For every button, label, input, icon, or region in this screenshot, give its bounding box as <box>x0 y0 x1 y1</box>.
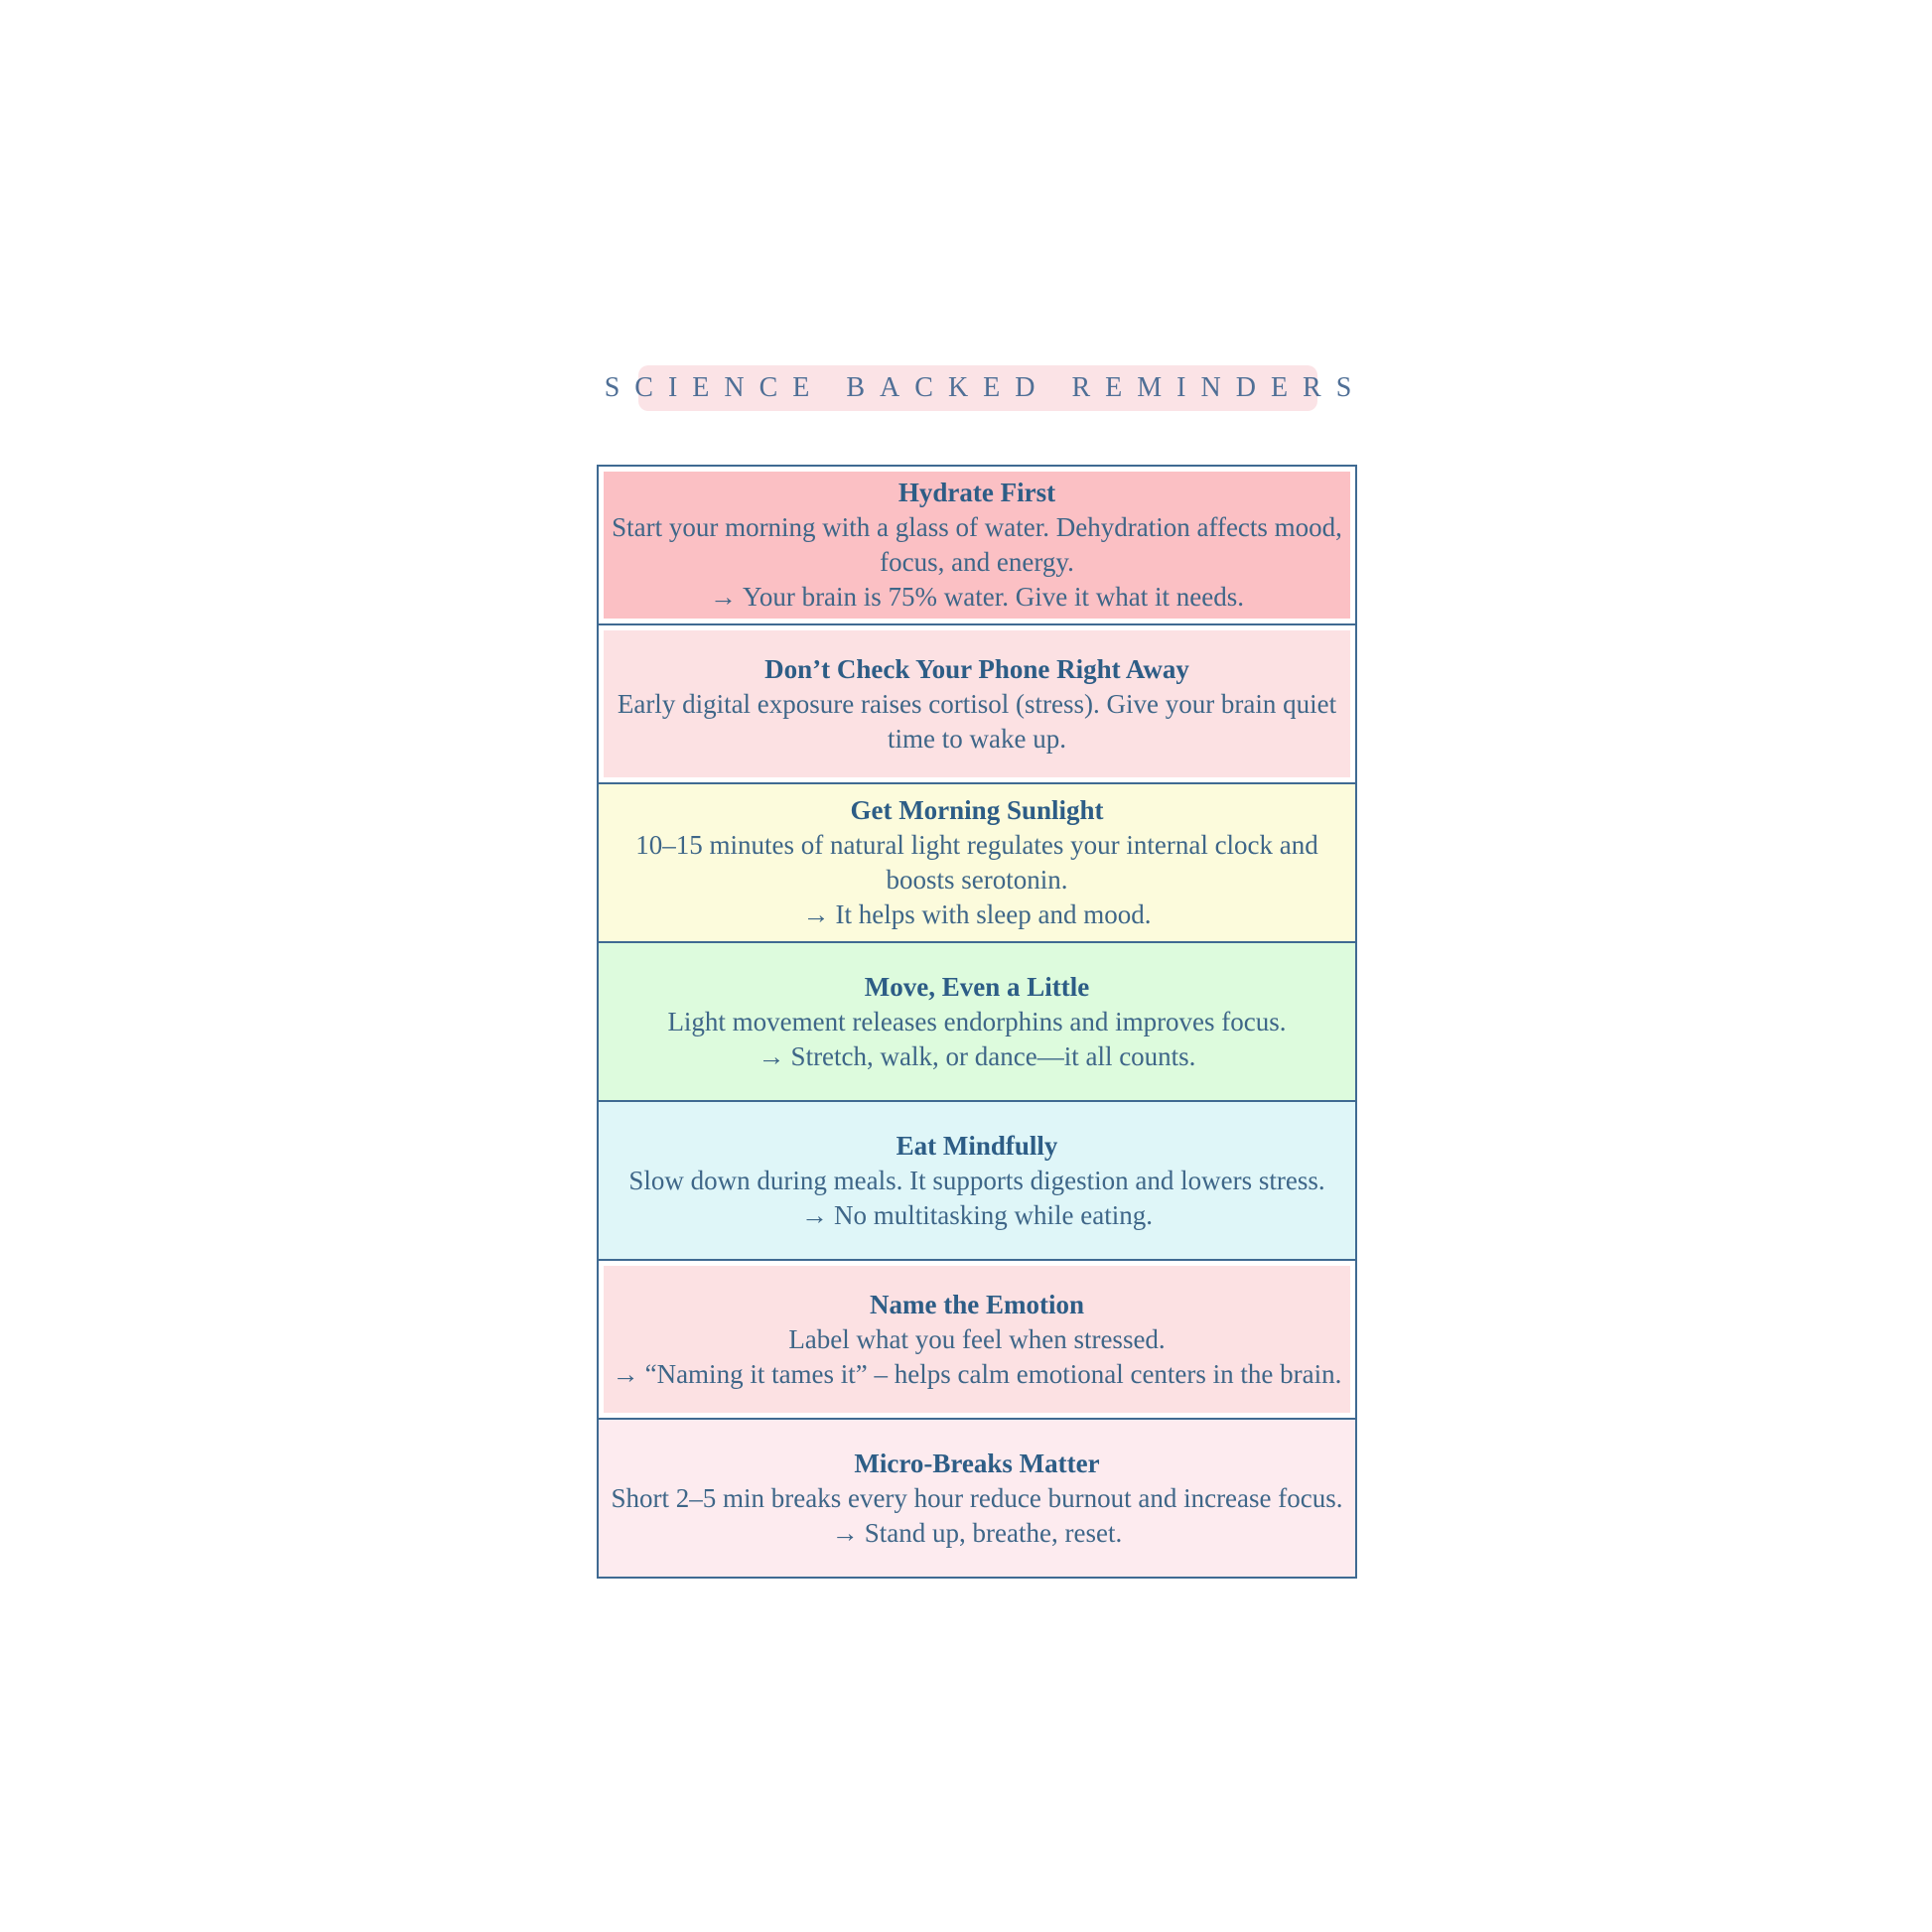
arrow-right-icon: → <box>802 899 830 929</box>
reminder-body: Short 2–5 min breaks every hour reduce burnout and increase focus. <box>611 1482 1343 1513</box>
reminder-body: Light movement releases endorphins and improves focus. <box>667 1006 1287 1036</box>
reminder-card <box>599 941 1355 1100</box>
reminder-tip-text: It helps with sleep and mood. <box>835 899 1152 929</box>
reminder-tip <box>801 1198 1153 1233</box>
reminder-tip-text: No multitasking while eating. <box>834 1199 1153 1230</box>
reminder-list <box>597 465 1357 1579</box>
reminder-body: Early digital exposure raises cortisol (stress). Give your brain quiet time to wake up. <box>617 688 1337 754</box>
title-banner <box>604 365 1367 411</box>
reminder-tip <box>710 580 1244 615</box>
reminder-tip <box>613 1357 1342 1392</box>
reminder-card <box>599 467 1355 623</box>
arrow-right-icon: → <box>801 1199 829 1230</box>
reminder-title: Move, Even a Little <box>864 971 1090 1002</box>
reminder-tip <box>803 897 1152 932</box>
reminder-title: Eat Mindfully <box>896 1130 1058 1161</box>
reminder-card <box>599 1259 1355 1418</box>
reminder-tip-text: Stand up, breathe, reset. <box>864 1517 1123 1548</box>
arrow-right-icon: → <box>758 1040 785 1071</box>
reminder-tip-text: “Naming it tames it” – helps calm emotional centers in the brain. <box>644 1358 1342 1389</box>
reminder-title: Name the Emotion <box>870 1289 1084 1319</box>
reminder-body: 10–15 minutes of natural light regulates your internal clock and boosts serotonin. <box>635 830 1318 895</box>
arrow-right-icon: → <box>710 582 738 612</box>
reminder-tip-text: Stretch, walk, or dance—it all counts. <box>790 1040 1196 1071</box>
reminder-body: Start your morning with a glass of water. Dehydration affects mood, focus, and energy. <box>612 512 1342 577</box>
reminder-card <box>599 782 1355 941</box>
reminder-title: Micro-Breaks Matter <box>854 1448 1100 1478</box>
reminder-tip-text: Your brain is 75% water. Give it what it needs. <box>743 582 1244 612</box>
reminder-title: Get Morning Sunlight <box>850 795 1104 825</box>
arrow-right-icon: → <box>612 1358 639 1389</box>
reminder-tip <box>832 1516 1122 1551</box>
reminder-card <box>599 1418 1355 1577</box>
reminder-title: Don’t Check Your Phone Right Away <box>764 653 1189 684</box>
reminder-tip <box>759 1039 1196 1074</box>
reminder-title: Hydrate First <box>897 478 1056 507</box>
reminder-body: Slow down during meals. It supports digestion and lowers stress. <box>628 1165 1325 1195</box>
reminder-card <box>599 1100 1355 1259</box>
page-title: SCIENCE BACKED REMINDERS <box>604 372 1367 403</box>
reminder-body: Label what you feel when stressed. <box>788 1323 1166 1354</box>
reminder-card <box>599 623 1355 782</box>
arrow-right-icon: → <box>831 1517 859 1548</box>
